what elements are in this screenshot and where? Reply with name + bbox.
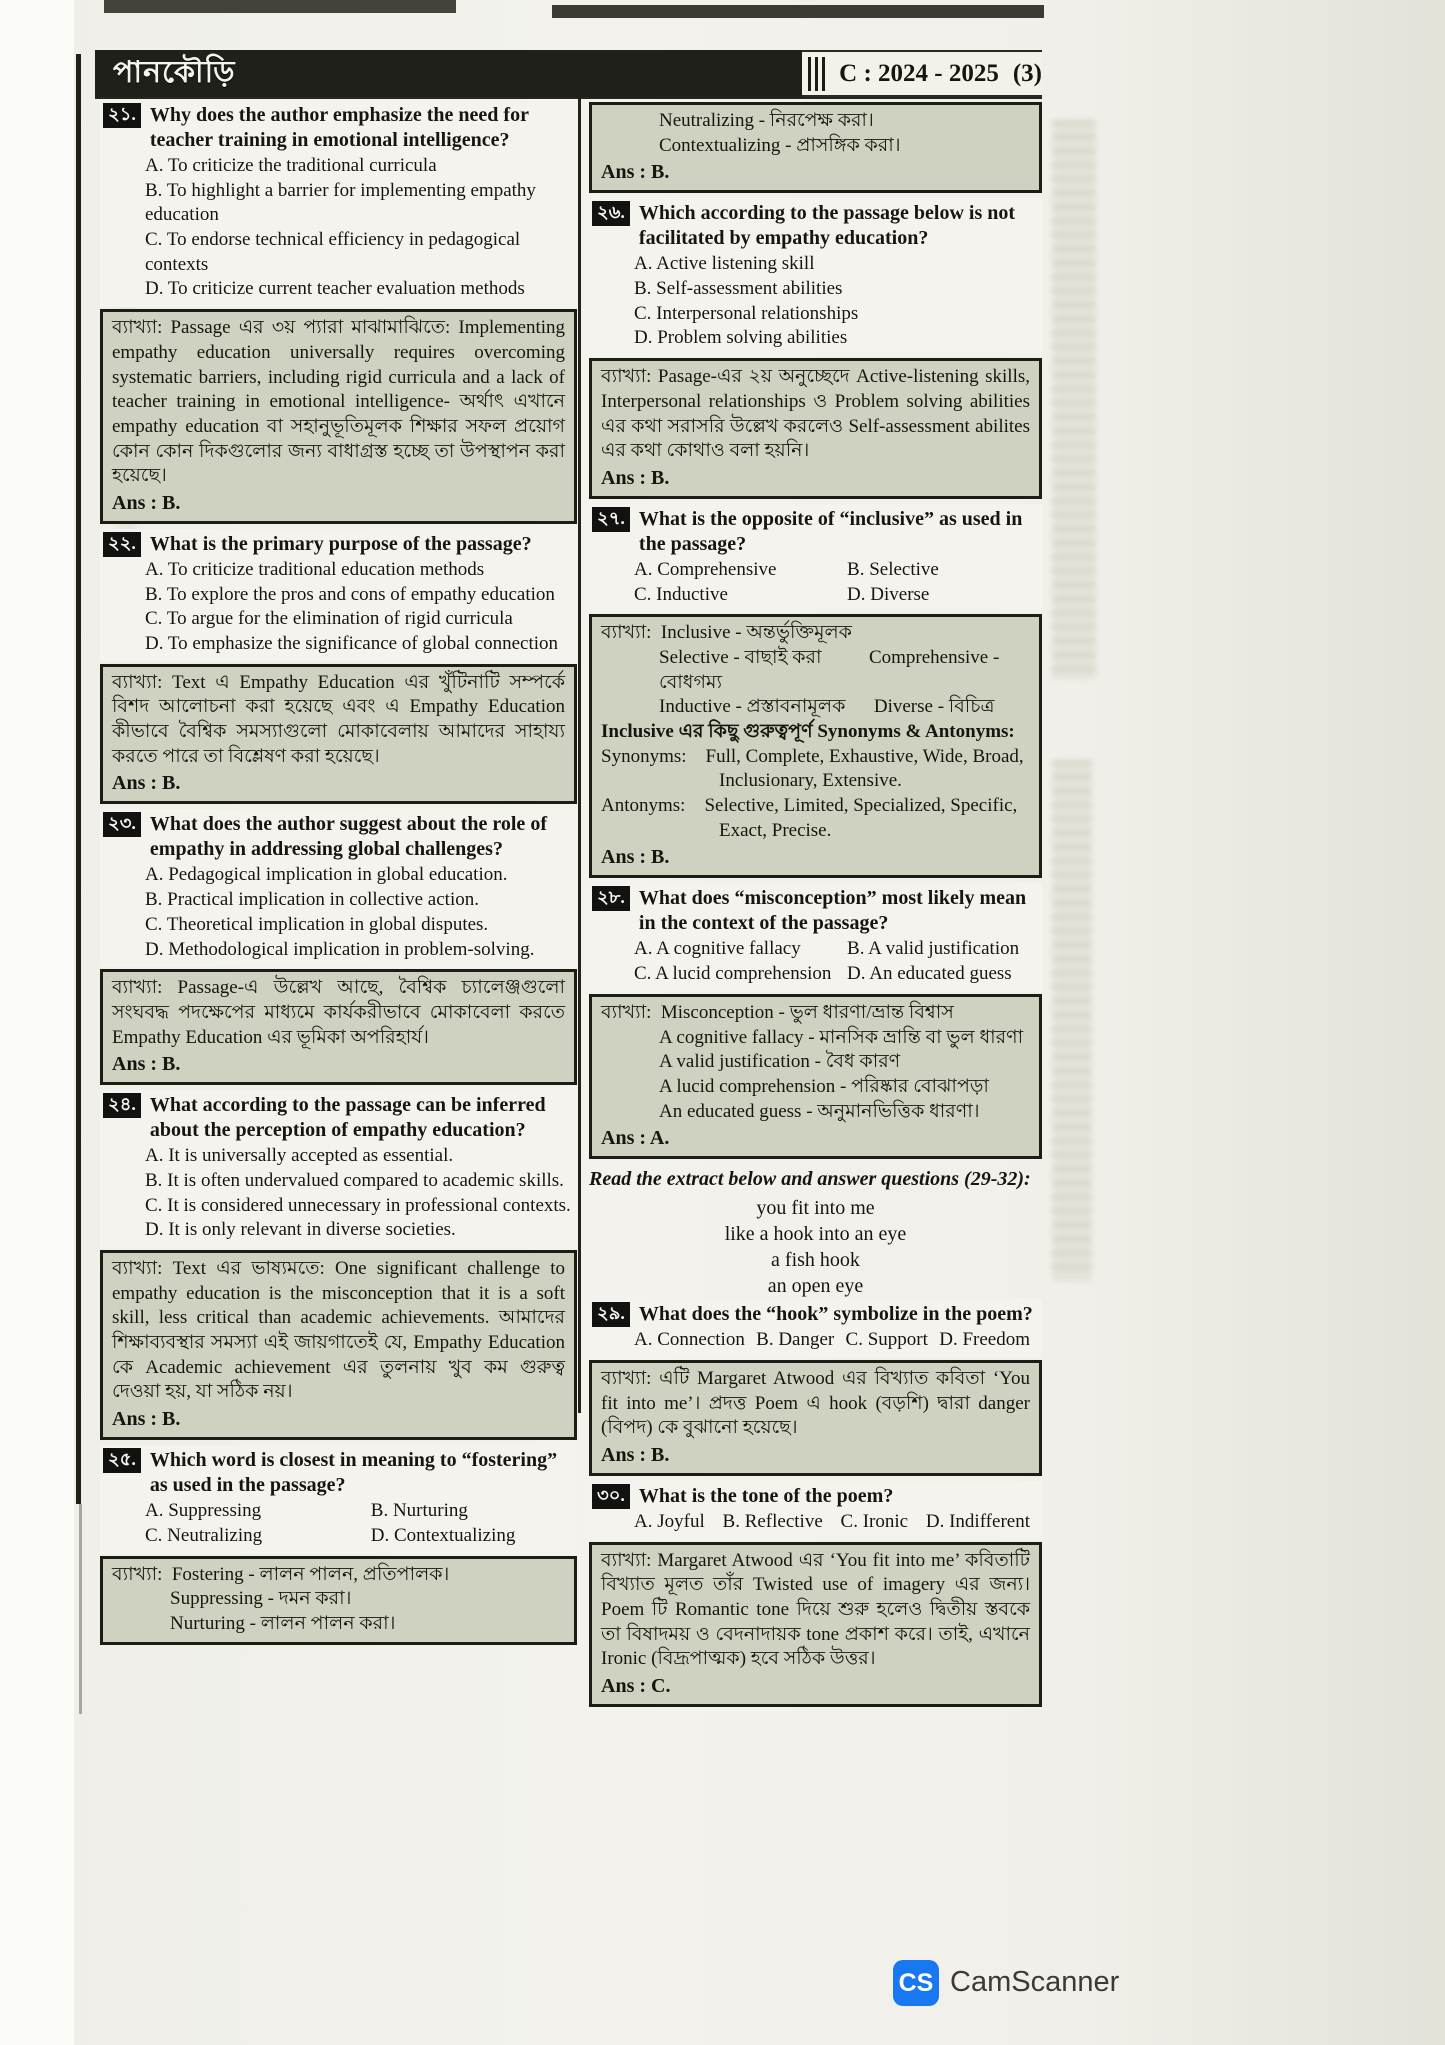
option: B. To explore the pros and cons of empathy education <box>145 583 555 605</box>
question-block <box>100 100 577 307</box>
header-bars-icon <box>808 57 811 91</box>
option: D. It is only relevant in diverse societies. <box>145 1219 456 1241</box>
option-row <box>103 607 571 632</box>
answer-line: Ans : B. <box>112 1053 181 1076</box>
explanation-line: ব্যাখ্যা: Text এ Empathy Education এর খুঁটিনাটি সম্পর্কে বিশদ আলোচনা করা হয়েছে এবং এ Empathy Education কীভাবে বৈশ্বিক সমস্যাগুলো মোকাবেলায় আমাদের সাহায্য করতে পারে তা বিশ্লেষণ করা হয়েছে। <box>112 671 570 767</box>
explanation-line: Suppressing - দমন করা। <box>170 1588 352 1610</box>
explanation-box <box>589 994 1042 1159</box>
header-bar <box>95 50 802 97</box>
question-text: Which according to the passage below is not facilitated by empathy education? <box>638 202 1016 250</box>
option-row <box>103 938 571 963</box>
explanation-line: A cognitive fallacy - মানসিক ভ্রান্তি বা ভুল ধারণা <box>659 1026 1024 1048</box>
question-block <box>589 198 1042 356</box>
option-row <box>103 1194 571 1219</box>
option: A. Joyful <box>634 1511 705 1532</box>
question-header <box>592 507 1036 557</box>
option: B. Nurturing <box>370 1500 468 1522</box>
answer-line: Ans : B. <box>601 161 670 184</box>
question-number: ২৫. <box>103 1448 141 1473</box>
option-row <box>592 1510 1036 1535</box>
option-row <box>103 277 571 302</box>
explanation-box <box>100 664 577 805</box>
option: D. Diverse <box>847 583 930 605</box>
option: B. Danger <box>756 1329 835 1351</box>
scan-edge-artifact <box>552 5 1044 18</box>
option: D. Problem solving abilities <box>634 327 848 349</box>
explanation-box <box>100 309 577 524</box>
explanation-line: A valid justification - বৈধ কারণ <box>659 1051 901 1073</box>
explanation-line: Inductive - প্রস্তাবনামূলক Diverse - বিচিত্র <box>659 696 995 718</box>
option: A. Active listening skill <box>634 253 815 275</box>
question-number: ২৭. <box>592 507 630 532</box>
explanation-line: Selective - বাছাই করা Comprehensive - বোধগম্য <box>659 646 1005 693</box>
explanation-line: Contextualizing - প্রাসঙ্গিক করা। <box>659 134 901 156</box>
option-row <box>103 1169 571 1194</box>
header-bars-icon <box>815 57 818 91</box>
answer-line: Ans : B. <box>112 772 181 795</box>
question-text: What is the tone of the poem? <box>638 1485 894 1507</box>
explanation-box <box>100 1250 577 1440</box>
question-text: What is the opposite of “inclusive” as used in the passage? <box>638 507 1023 555</box>
explanation-box <box>589 358 1042 499</box>
option-row <box>103 632 571 657</box>
explanation-line: ব্যাখ্যা: Text এর ভাষ্যমতে: One significant challenge to empathy education is the misconception that it is a soft skill, less critical than academic achievements. আমাদের শিক্ষাব্যবস্থার সমস্যা এই জায়গাতেই যে, Empathy Education কে Academic achievement এর তুলনায় খুব কম গুরুত্ব দেওয়া হয়, যা সঠিক নয়। <box>112 1258 570 1403</box>
option-row <box>103 583 571 608</box>
question-text: What according to the passage can be inferred about the perception of empathy education? <box>149 1094 546 1142</box>
page-bleedthrough <box>1052 120 1096 680</box>
brand-title: পানকৌড়ি <box>113 56 236 89</box>
question-number: ২১. <box>103 103 141 128</box>
question-text: What does the “hook” symbolize in the poem? <box>638 1303 1033 1326</box>
option-row <box>592 277 1036 302</box>
option: A. A cognitive fallacy <box>634 938 801 960</box>
option-row <box>592 558 1036 583</box>
option-row <box>592 326 1036 351</box>
question-text: What does the author suggest about the role of empathy in addressing global challenges? <box>149 813 547 861</box>
explanation-line: ব্যাখ্যা: Pasage-এর ২য় অনুচ্ছেদে Active-listening skills, Interpersonal relationships ও Problem solving abilities এর কথা সরাসরি উল্লেখ করলেও Self-assessment abilites এর কথা কোথাও বলা হয়নি। <box>601 366 1035 462</box>
explanation-box <box>100 969 577 1085</box>
question-number: ২৪. <box>103 1093 141 1118</box>
option-row <box>103 1218 571 1243</box>
option-row <box>103 1499 571 1524</box>
question-number: ২২. <box>103 532 141 557</box>
scan-edge-artifact <box>104 0 456 13</box>
option: C. A lucid comprehension <box>634 963 832 985</box>
explanation-line: Nurturing - লালন পালন করা। <box>170 1612 396 1634</box>
question-header <box>592 201 1036 251</box>
answer-line: Ans : B. <box>112 491 181 514</box>
option-row <box>592 937 1036 962</box>
option: C. It is considered unnecessary in professional contexts. <box>145 1194 571 1216</box>
question-block <box>100 529 577 662</box>
option: A. Pedagogical implication in global education. <box>145 864 508 886</box>
page-number: (3) <box>1012 59 1043 87</box>
option-row <box>103 863 571 888</box>
option-row <box>592 962 1036 987</box>
question-text: What is the primary purpose of the passage? <box>149 532 532 555</box>
option: C. Support <box>845 1329 928 1351</box>
option: B. To highlight a barrier for implementing empathy education <box>145 179 541 226</box>
option-row <box>592 302 1036 327</box>
question-header <box>592 1484 1036 1509</box>
poem-line: you fit into me <box>756 1197 875 1220</box>
option: C. Ironic <box>840 1511 909 1532</box>
explanation-line: Inclusive এর কিছু গুরুত্বপূর্ণ Synonyms & Antonyms: <box>601 721 1015 742</box>
page-bleedthrough <box>1052 760 1092 1280</box>
option: B. Reflective <box>722 1511 823 1532</box>
option: C. Interpersonal relationships <box>634 302 859 324</box>
answer-line: Ans : B. <box>112 1408 181 1431</box>
explanation-line: ব্যাখ্যা: Inclusive - অন্তর্ভুক্তিমূলক <box>601 622 852 644</box>
explanation-line: A lucid comprehension - পরিষ্কার বোঝাপড়া <box>659 1075 989 1097</box>
option-row <box>103 228 571 277</box>
option-row <box>103 558 571 583</box>
question-number: ২৮. <box>592 886 630 911</box>
option: D. To emphasize the significance of global connection <box>145 633 559 654</box>
explanation-line: Neutralizing - নিরপেক্ষ করা। <box>659 110 874 131</box>
explanation-line: ব্যাখ্যা: Fostering - লালন পালন, প্রতিপালক। <box>112 1563 450 1585</box>
explanation-box <box>589 1360 1042 1476</box>
poem-line: a fish hook <box>771 1249 860 1272</box>
question-header <box>592 886 1036 936</box>
option: C. To argue for the elimination of rigid curricula <box>145 608 513 630</box>
option: A. To criticize traditional education methods <box>145 558 485 580</box>
explanation-line: ব্যাখ্যা: Passage-এ উল্লেখ আছে, বৈশ্বিক চ্যালেঞ্জগুলো সংঘবদ্ধ পদক্ষেপের মাধ্যমে কার্যকরীভাবে মোকাবেলা করতে Empathy Education এর ভূমিকা অপরিহার্য। <box>112 977 570 1048</box>
header-session-box <box>802 50 1042 97</box>
poem-line: like a hook into an eye <box>724 1223 907 1246</box>
explanation-line: Antonyms: Selective, Limited, Specialized, Specific, Exact, Precise. <box>601 795 1023 841</box>
question-block <box>589 883 1042 991</box>
option: D. Methodological implication in problem-solving. <box>145 938 535 960</box>
scan-fold-line <box>79 1504 82 1714</box>
option: B. Selective <box>847 558 939 580</box>
answer-line: Ans : A. <box>601 1127 670 1150</box>
content-top-rule <box>95 97 1042 99</box>
question-block <box>589 504 1042 612</box>
extract-instruction: Read the extract below and answer questions (29-32): <box>589 1168 1031 1191</box>
option: C. To endorse technical efficiency in pedagogical contexts <box>145 229 525 275</box>
explanation-line: ব্যাখ্যা: Misconception - ভুল ধারণা/ভ্রান্ত বিশ্বাস <box>601 1001 954 1023</box>
camscanner-label: CamScanner <box>950 1966 1120 1998</box>
question-number: ২৬. <box>592 201 630 226</box>
option-row <box>103 1524 571 1549</box>
option-row <box>592 252 1036 277</box>
option-row <box>103 913 571 938</box>
camscanner-icon: CS <box>893 1960 939 2006</box>
option: D. Freedom <box>939 1329 1030 1351</box>
option-row <box>103 154 571 179</box>
explanation-line: An educated guess - অনুমানভিত্তিক ধারণা। <box>659 1100 980 1122</box>
option: C. Inductive <box>634 583 728 605</box>
option: A. Suppressing <box>145 1500 262 1522</box>
question-text: What does “misconception” most likely mean in the context of the passage? <box>638 887 1027 935</box>
explanation-box <box>589 102 1042 193</box>
option: D. An educated guess <box>847 963 1012 985</box>
column-divider <box>578 97 581 1413</box>
header-bars-icon <box>822 57 825 91</box>
option: B. Self-assessment abilities <box>634 278 843 300</box>
option: D. Indifferent <box>925 1511 1030 1532</box>
scan-left-margin <box>0 0 74 2045</box>
option: B. It is often undervalued compared to academic skills. <box>145 1169 564 1191</box>
option: B. A valid justification <box>847 938 1020 960</box>
option: B. Practical implication in collective action. <box>145 889 479 911</box>
option: A. It is universally accepted as essential. <box>145 1145 454 1167</box>
question-block <box>589 1481 1042 1540</box>
answer-line: Ans : B. <box>601 846 670 869</box>
question-block <box>100 1090 577 1248</box>
answer-line: Ans : C. <box>601 1675 671 1698</box>
option: D. To criticize current teacher evaluation methods <box>145 278 525 300</box>
question-header <box>103 812 571 862</box>
option: A. To criticize the traditional curricula <box>145 155 437 176</box>
explanation-line: ব্যাখ্যা: Passage এর ৩য় প্যারা মাঝামাঝিতে: Implementing empathy education universally requires overcoming systematic barriers, including rigid curricula and a lack of teacher training in emotional intelligence- অর্থাৎ এখানে empathy education বা সহানুভূতিমূলক শিক্ষার সফল প্রয়োগ কোন কোন দিকগুলোর জন্য বাধাগ্রস্ত হচ্ছে তা উপস্থাপন করা হয়েছে। <box>112 317 570 487</box>
option: D. Contextualizing <box>370 1524 516 1546</box>
question-block <box>100 809 577 967</box>
question-header <box>103 532 571 557</box>
explanation-line: ব্যাখ্যা: Margaret Atwood এর ‘You fit into me’ কবিতাটি বিখ্যাত মূলত তাঁর Twisted use of imagery এর জন্য। Poem টি Romantic tone দিয়ে শুরু হলেও দ্বিতীয় স্তবকে তা বিষাদময় ও বেদনাদায়ক tone প্রকাশ করে। তাই, এখানে Ironic (বিদ্রূপাত্মক) হবে সঠিক উত্তর। <box>601 1549 1035 1670</box>
question-header <box>103 103 571 153</box>
question-header <box>103 1448 571 1498</box>
session-label: C : 2024 - 2025 <box>839 59 999 87</box>
poem-line: an open eye <box>767 1275 864 1298</box>
question-number: ২৩. <box>103 812 141 837</box>
question-block <box>100 1445 577 1553</box>
option-row <box>592 1328 1036 1353</box>
explanation-line: ব্যাখ্যা: এটি Margaret Atwood এর বিখ্যাত কবিতা ‘You fit into me’। প্রদত্ত Poem এ hook (বড়শি) দ্বারা danger (বিপদ) কে বুঝানো হয়েছে। <box>601 1367 1035 1439</box>
question-number: ৩০. <box>592 1484 630 1509</box>
option-row <box>103 1144 571 1169</box>
option-row <box>103 179 571 228</box>
option-row <box>592 583 1036 608</box>
question-header <box>103 1093 571 1143</box>
question-text: Why does the author emphasize the need for teacher training in emotional intelligence? <box>149 104 529 151</box>
option: C. Neutralizing <box>145 1524 263 1546</box>
explanation-box <box>100 1556 577 1645</box>
answer-line: Ans : B. <box>601 466 670 489</box>
option: A. Connection <box>634 1329 745 1351</box>
right-column <box>589 100 1042 1712</box>
explanation-box <box>589 614 1042 878</box>
question-header <box>592 1302 1036 1327</box>
question-text: Which word is closest in meaning to “fostering” as used in the passage? <box>149 1449 558 1497</box>
option-row <box>103 888 571 913</box>
scan-fold-line <box>76 54 81 1504</box>
explanation-line: Synonyms: Full, Complete, Exhaustive, Wide, Broad, Inclusionary, Extensive. <box>601 745 1029 792</box>
left-column <box>100 100 577 1650</box>
option: C. Theoretical implication in global disputes. <box>145 913 489 935</box>
question-block <box>589 1299 1042 1358</box>
question-number: ২৯. <box>592 1302 630 1327</box>
explanation-box <box>589 1542 1042 1707</box>
option: A. Comprehensive <box>634 558 777 580</box>
answer-line: Ans : B. <box>601 1444 670 1466</box>
